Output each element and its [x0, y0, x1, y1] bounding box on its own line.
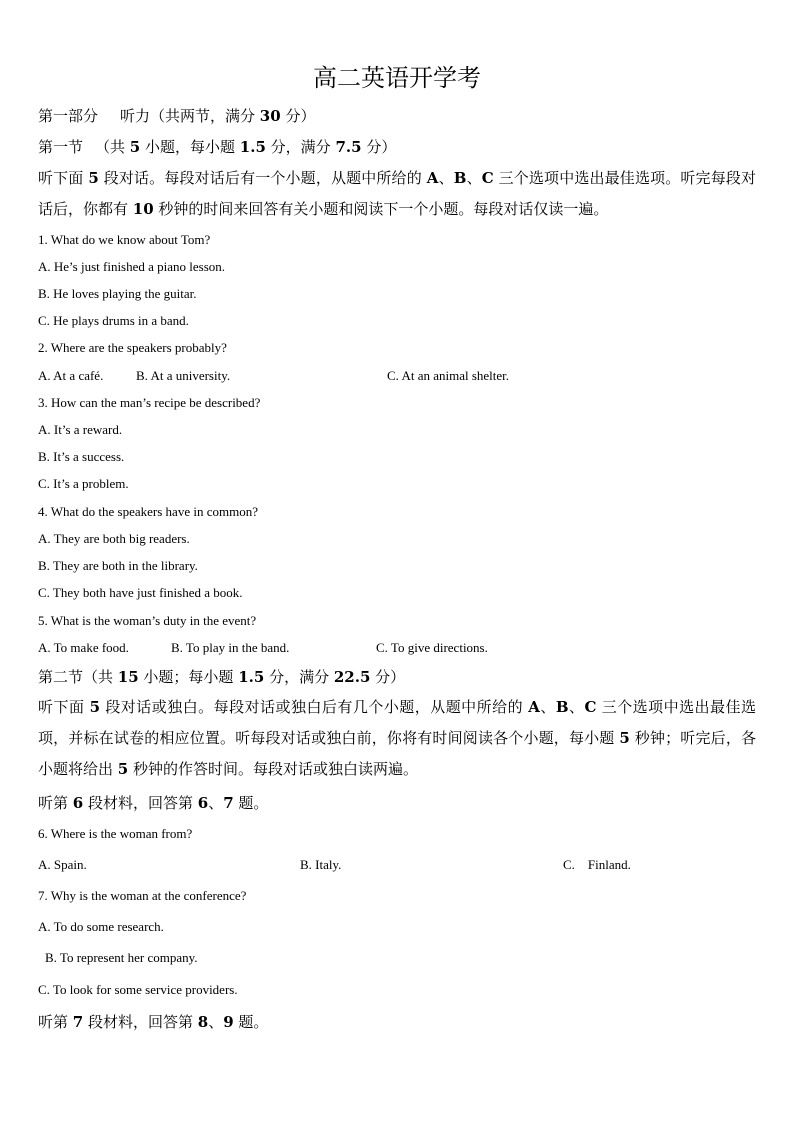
question-3: 3. How can the man’s recipe be described? [38, 395, 261, 410]
page-title: 高二英语开学考 [313, 64, 481, 92]
q6-option-a[interactable]: A. Spain. [38, 857, 87, 872]
q2-option-a[interactable]: A. At a café. [38, 368, 104, 383]
q4-option-c[interactable]: C. They both have just finished a book. [38, 585, 243, 600]
question-4: 4. What do the speakers have in common? [38, 504, 258, 519]
q2-option-b[interactable]: B. At a university. [136, 368, 231, 383]
q6-option-c[interactable]: C. Finland. [563, 857, 631, 872]
q6-option-b[interactable]: B. Italy. [300, 857, 342, 872]
q7-option-b[interactable]: B. To represent her company. [45, 950, 198, 965]
q3-option-a[interactable]: A. It’s a reward. [38, 422, 123, 437]
part1-desc-end: 分） [280, 107, 316, 125]
part1-heading [38, 106, 315, 126]
question-6: 6. Where is the woman from? [38, 826, 193, 841]
q1-option-c[interactable]: C. He plays drums in a band. [38, 313, 189, 328]
question-2: 2. Where are the speakers probably? [38, 340, 227, 355]
part1-label: 第一部分 [38, 107, 99, 125]
q2-option-c[interactable]: C. At an animal shelter. [387, 368, 510, 383]
section2-instruction: 听下面 5 段对话或独白。每段对话或独白后有几个小题，从题中所给的 A、B、C 三个选项中选出最佳选项，并标在试卷的相应位置。听每段对话或独白前，你将有时间阅读各个小题，每小题 5 秒钟；听完后，各小题将给出 5 秒钟的作答时间。每段对话或独白读两遍。 [38, 698, 756, 778]
q7-option-a[interactable]: A. To do some research. [38, 919, 164, 934]
q7-option-c[interactable]: C. To look for some service providers. [38, 982, 238, 997]
q3-option-c[interactable]: C. It’s a problem. [38, 476, 129, 491]
question-5: 5. What is the woman’s duty in the event? [38, 613, 257, 628]
q5-option-a[interactable]: A. To make food. [38, 640, 129, 655]
q1-option-a[interactable]: A. He’s just finished a piano lesson. [38, 259, 226, 274]
material-7-heading: 听第 7 段材料，回答第 8、9 题。 [38, 1013, 269, 1031]
section1-heading: 第一节 （共 5 小题，每小题 1.5 分，满分 7.5 分） [38, 138, 397, 156]
section2-heading: 第二节（共 15 小题；每小题 1.5 分，满分 22.5 分） [38, 668, 406, 686]
q5-option-c[interactable]: C. To give directions. [376, 640, 488, 655]
q5-option-b[interactable]: B. To play in the band. [171, 640, 290, 655]
q1-option-b[interactable]: B. He loves playing the guitar. [38, 286, 197, 301]
material-6-heading: 听第 6 段材料，回答第 6、7 题。 [38, 794, 269, 812]
part1-score: 30 [259, 107, 281, 125]
question-7: 7. Why is the woman at the conference? [38, 888, 247, 903]
q3-option-b[interactable]: B. It’s a success. [38, 449, 125, 464]
q4-option-a[interactable]: A. They are both big readers. [38, 531, 190, 546]
section1-instruction: 听下面 5 段对话。每段对话后有一个小题，从题中所给的 A、B、C 三个选项中选出最佳选项。听完每段对话后，你都有 10 秒钟的时间来回答有关小题和阅读下一个小题。每段对话仅读一遍。 [38, 169, 756, 218]
q4-option-b[interactable]: B. They are both in the library. [38, 558, 198, 573]
question-1: 1. What do we know about Tom? [38, 232, 211, 247]
part1-desc: 听力（共两节，满分 [120, 107, 260, 125]
